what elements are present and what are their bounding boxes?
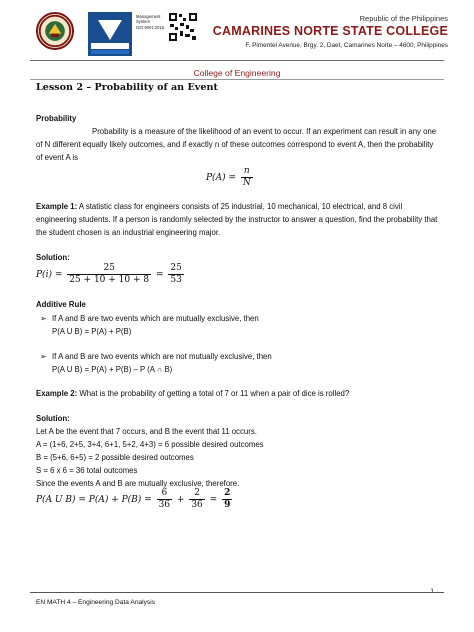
fraction-denominator: N <box>242 178 251 188</box>
rule-text: If A and B are two events which are not mutually exclusive, then <box>52 352 272 361</box>
probability-heading: Probability <box>36 114 77 123</box>
example-2-final-formula <box>36 488 234 511</box>
qr-code-icon <box>168 12 198 42</box>
fraction-denominator: 9 <box>224 500 231 510</box>
fraction-denominator: 25 + 10 + 10 + 8 <box>69 275 150 285</box>
example-label: Example 1: <box>36 202 78 211</box>
arrow-bullet-icon: ➢ <box>40 352 47 361</box>
certification-text <box>136 14 168 30</box>
probability-definition: Probability is a measure of the likelihood of an event to occur. If an experiment can result in any one of N different equally likely outcomes, and if exactly n of these outcomes correspond to event A, then the probability of event A is <box>36 127 437 162</box>
rule-formula: P(A U B) = P(A) + P(B) <box>52 327 132 336</box>
college-seal-logo <box>36 12 74 50</box>
rule-formula: P(A U B) = P(A) + P(B) – P (A ∩ B) <box>52 365 173 374</box>
probability-formula <box>206 166 255 189</box>
cert-line: Management <box>136 14 161 19</box>
additive-rule-item-2 <box>40 350 272 376</box>
example-1 <box>36 200 440 239</box>
example-1-solution-formula <box>36 263 186 286</box>
formula-lhs: P(A) = <box>206 173 236 183</box>
fraction-numerator: 2 <box>224 488 231 498</box>
header-divider <box>30 60 444 61</box>
solution-label: Solution: <box>36 253 70 262</box>
example-2 <box>36 387 440 400</box>
example-text: A statistic class for engineers consists of 25 industrial, 10 mechanical, 10 electrical, and 8 civil engineering students. If a person is randomly selected by the instructor to answer a question, find the probability that the student chosen is an industrial engineering major. <box>36 202 438 237</box>
solution-line: S = 6 x 6 = 36 total outcomes <box>36 466 138 475</box>
fraction <box>157 488 172 511</box>
fraction-numerator: 2 <box>189 488 204 500</box>
fraction-denominator: 53 <box>170 275 182 285</box>
fraction-denominator: 36 <box>158 500 171 510</box>
lesson-title: Lesson 2 – Probability of an Event <box>36 82 218 93</box>
fraction-numerator: 25 <box>67 263 151 275</box>
formula-lhs: P(i) = <box>36 270 63 280</box>
college-address: F. Pimentel Avenue, Brgy. 2, Daet, Camarines Norte – 4600, Philippines <box>245 42 448 49</box>
department-name: College of Engineering <box>193 68 281 78</box>
formula-lhs: P(A U B) = P(A) + P(B) = <box>36 495 152 505</box>
fraction <box>67 263 151 286</box>
example-text: What is the probability of getting a total of 7 or 11 when a pair of dice is rolled? <box>79 389 350 398</box>
fraction <box>241 166 253 189</box>
solution-line: Let A be the event that 7 occurs, and B the event that 11 occurs. <box>36 427 257 436</box>
rule-text: If A and B are two events which are mutually exclusive, then <box>52 314 259 323</box>
solution-line: Since the events A and B are mutually exclusive, therefore. <box>36 479 240 488</box>
arrow-bullet-icon: ➢ <box>40 314 47 323</box>
equals-sign: = <box>209 495 218 505</box>
cert-line: System <box>136 19 150 25</box>
course-footer: EN MATH 4 – Engineering Data Analysis <box>36 599 155 606</box>
fraction <box>168 263 183 286</box>
example-label: Example 2: <box>36 389 78 398</box>
department-divider <box>30 79 444 80</box>
fraction-numerator: 6 <box>157 488 172 500</box>
fraction-result <box>222 488 232 511</box>
fraction-denominator: 36 <box>191 500 203 510</box>
solution-line: B = (5+6, 6+5) = 2 possible desired outcomes <box>36 453 194 462</box>
republic-label: Republic of the Philippines <box>359 14 448 23</box>
footer-divider <box>30 592 444 593</box>
additive-rule-heading: Additive Rule <box>36 300 86 309</box>
fraction-numerator: 25 <box>170 263 182 273</box>
additive-rule-item-1 <box>40 312 259 338</box>
cert-line: ISO 9001:2015 <box>136 24 165 30</box>
fraction <box>189 488 204 511</box>
equals-sign: = <box>155 270 164 280</box>
solution-line: A = (1+6, 2+5, 3+4, 6+1, 5+2, 4+3) = 6 possible desired outcomes <box>36 440 264 449</box>
solution-label: Solution: <box>36 414 70 423</box>
college-name: CAMARINES NORTE STATE COLLEGE <box>212 24 448 38</box>
plus-sign: + <box>176 495 185 505</box>
tuv-certification-logo <box>88 12 132 56</box>
fraction-numerator: n <box>241 166 253 178</box>
